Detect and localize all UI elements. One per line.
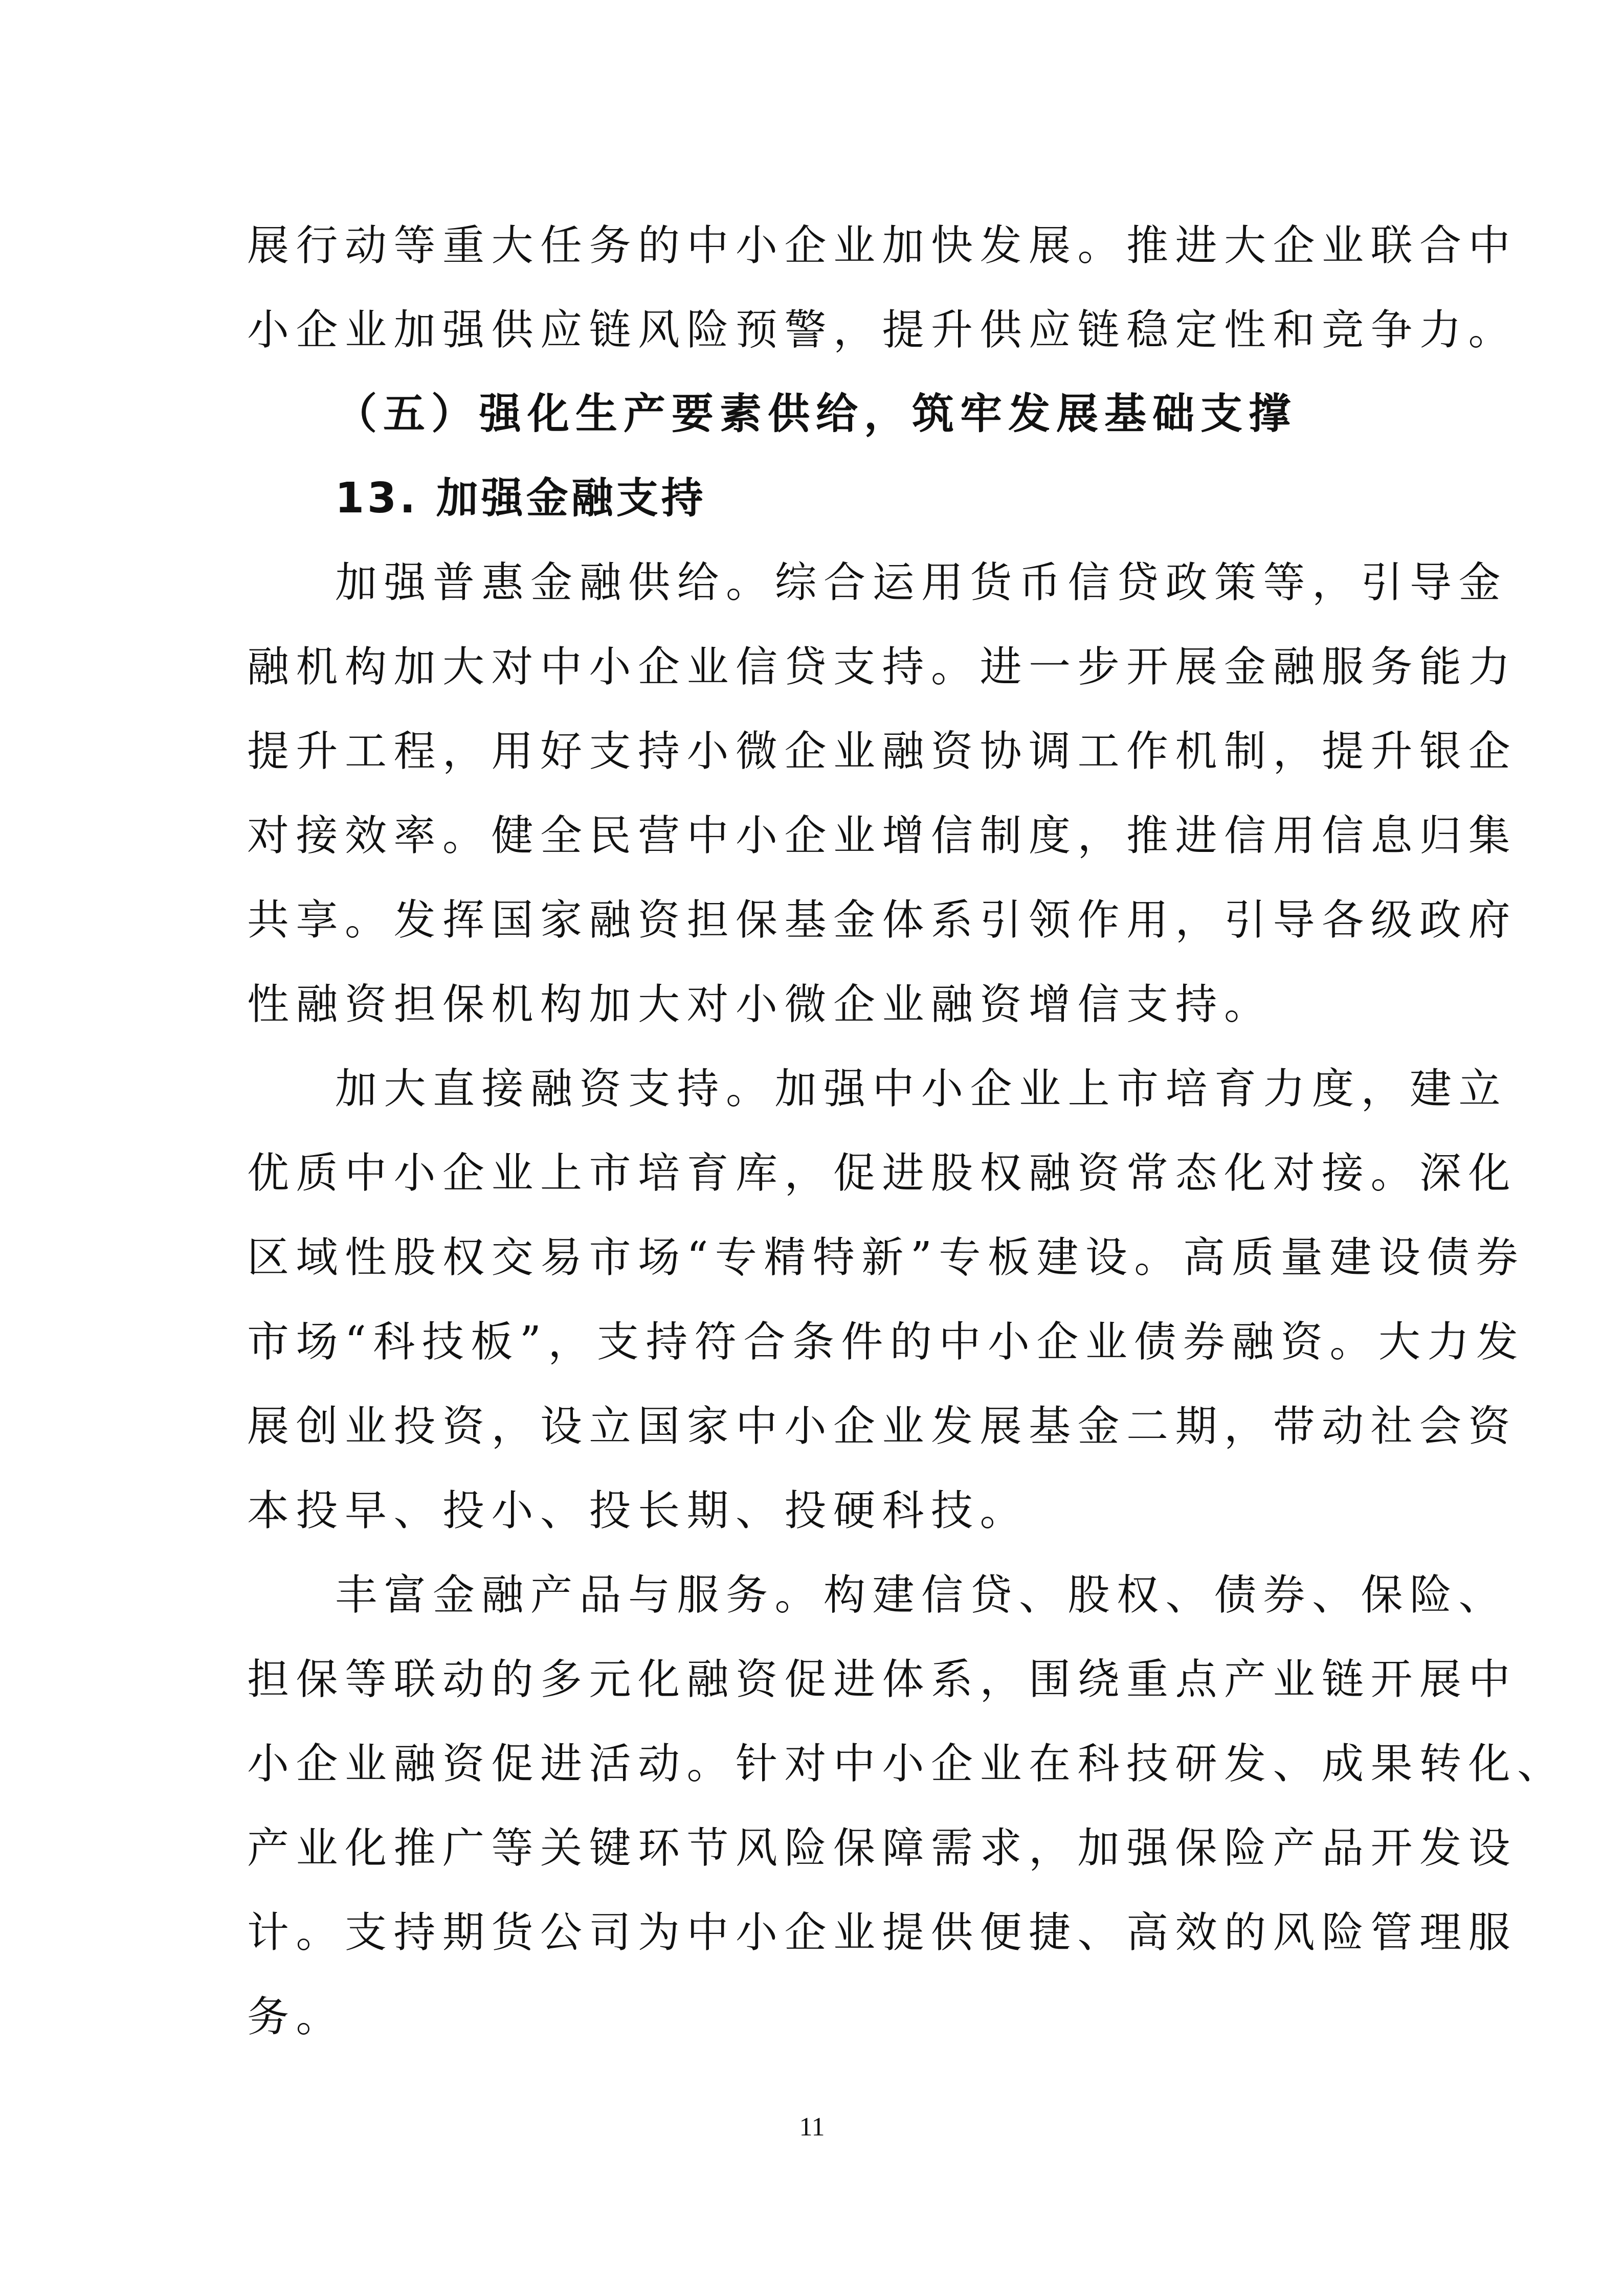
body-text-line: 本投早、投小、投长期、投硬科技。	[247, 1487, 1029, 1535]
body-text-line: 区域性股权交易市场“专精特新”专板建设。高质量建设债券	[247, 1233, 1525, 1282]
body-text-line: 务。	[247, 1993, 345, 2041]
body-text-line: 性融资担保机构加大对小微企业融资增信支持。	[247, 980, 1273, 1029]
body-text-line: 提升工程，用好支持小微企业融资协调工作机制，提升银企	[247, 727, 1518, 776]
page-number: 11	[799, 2112, 825, 2142]
body-text-line: 小企业加强供应链风险预警，提升供应链稳定性和竞争力。	[247, 306, 1518, 354]
body-text-line: 共享。发挥国家融资担保基金体系引领作用，引导各级政府	[247, 896, 1518, 944]
body-text-line: 展行动等重大任务的中小企业加快发展。推进大企业联合中	[247, 221, 1518, 270]
body-text-line: 融机构加大对中小企业信贷支持。进一步开展金融服务能力	[247, 643, 1518, 691]
body-text-line: 对接效率。健全民营中小企业增信制度，推进信用信息归集	[247, 812, 1518, 860]
body-text-line: 计。支持期货公司为中小企业提供便捷、高效的风险管理服	[247, 1908, 1518, 1957]
body-text-line: 产业化推广等关键环节风险保障需求，加强保险产品开发设	[247, 1824, 1518, 1873]
paragraph-start-line: 丰富金融产品与服务。构建信贷、股权、债券、保险、	[335, 1571, 1508, 1619]
body-text-line: 市场“科技板”，支持符合条件的中小企业债券融资。大力发	[247, 1318, 1525, 1366]
body-text-line: 优质中小企业上市培育库，促进股权融资常态化对接。深化	[247, 1149, 1518, 1198]
paragraph-start-line: 加强普惠金融供给。综合运用货币信贷政策等，引导金	[335, 558, 1508, 607]
body-text-line: 担保等联动的多元化融资促进体系，围绕重点产业链开展中	[247, 1655, 1518, 1704]
body-text-line: 小企业融资促进活动。针对中小企业在科技研发、成果转化、	[247, 1740, 1566, 1788]
subsection-heading: 13. 加强金融支持	[335, 474, 706, 523]
paragraph-start-line: 加大直接融资支持。加强中小企业上市培育力度，建立	[335, 1065, 1508, 1113]
section-heading: （五）强化生产要素供给，筑牢发展基础支撑	[335, 390, 1297, 438]
body-text-line: 展创业投资，设立国家中小企业发展基金二期，带动社会资	[247, 1402, 1518, 1451]
